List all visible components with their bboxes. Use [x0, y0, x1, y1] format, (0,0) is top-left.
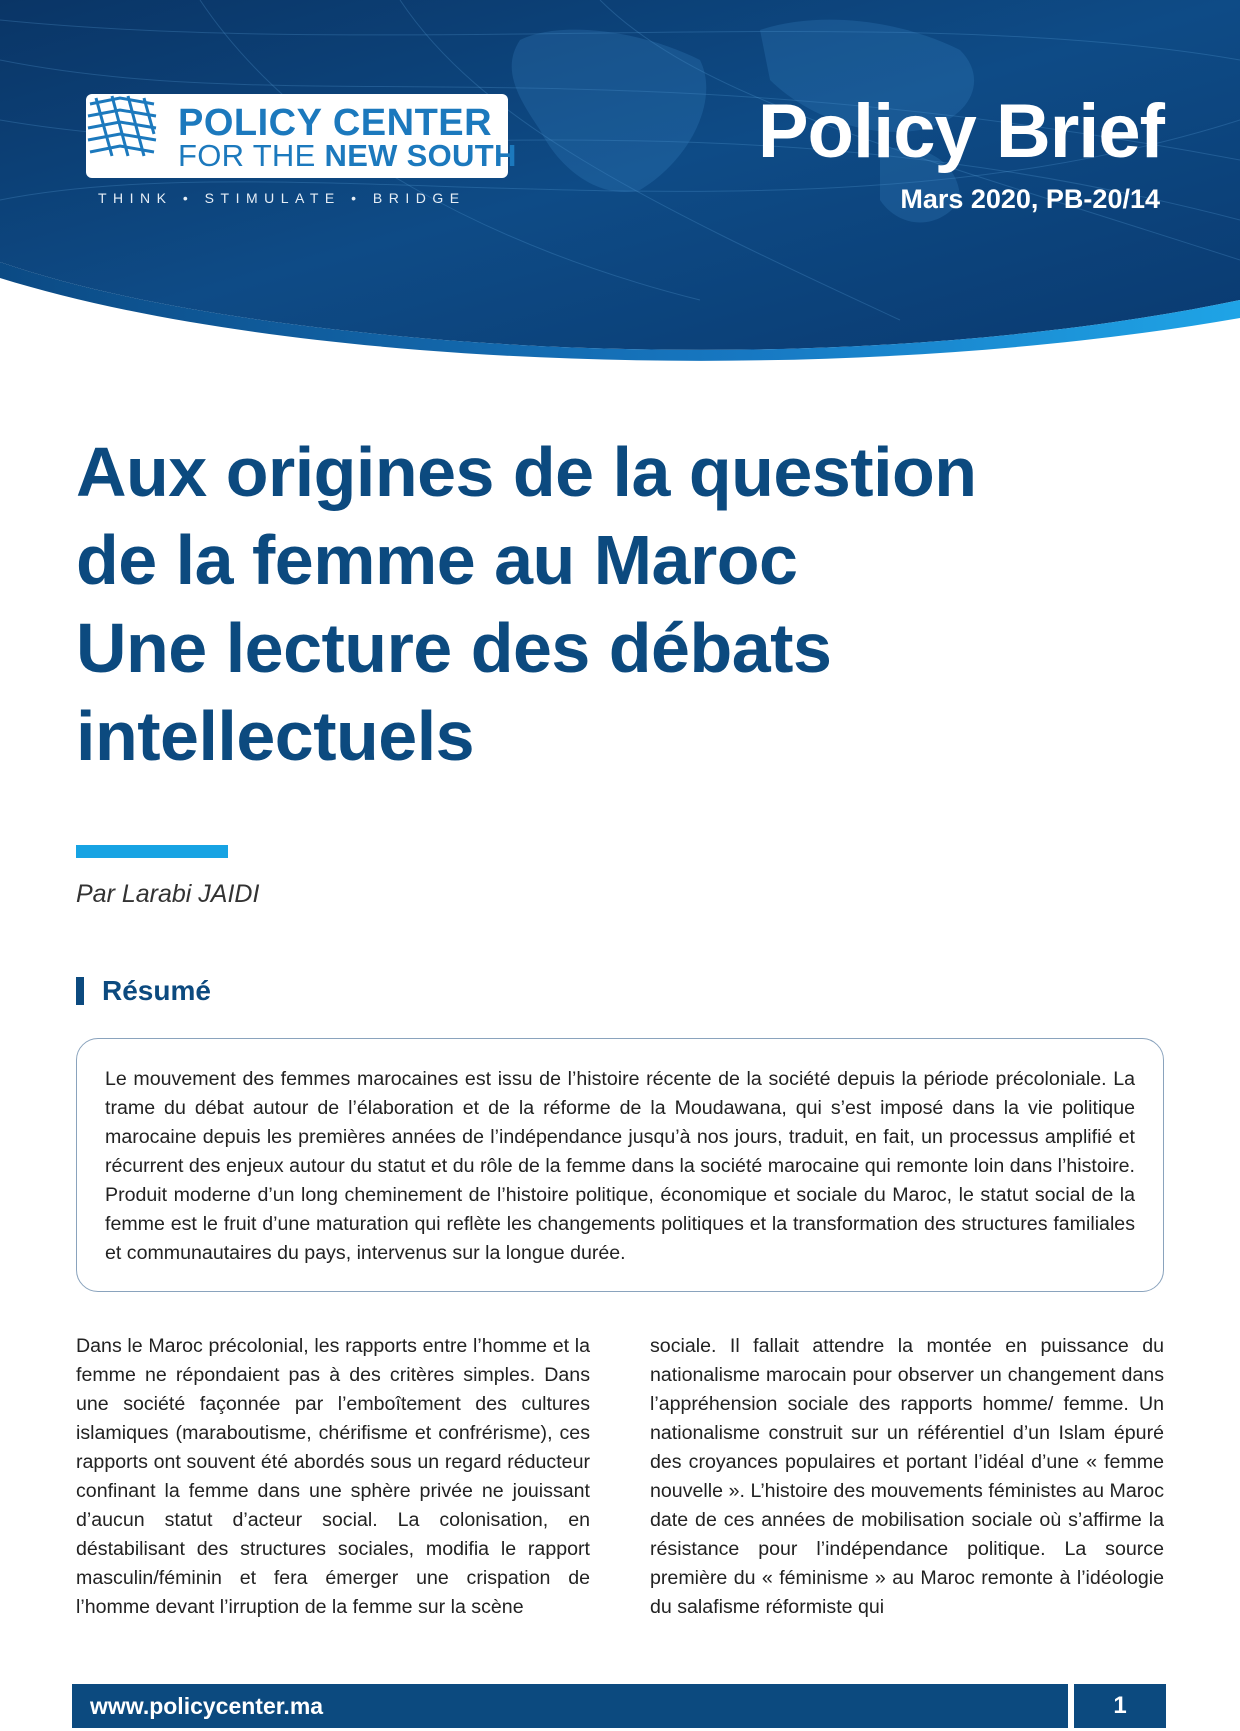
title-line: de la femme au Maroc: [76, 521, 798, 599]
globe-grid-icon: [86, 94, 158, 158]
title-line: intellectuels: [76, 697, 475, 775]
summary-box: [76, 1038, 1164, 1292]
body-column-right: sociale. Il fallait attendre la montée en puissance du nationalisme marocain pour observer un changement dans l’appréhension sociale des rapports homme/ femme. Un nationalisme construit sur un référentiel d’un Islam épuré des croyances populaires et portant l’idéal d’une « femme nouvelle ». L’histoire des mouvements féministes au Maroc date de ces années de mobilisation sociale où s’affirme la résistance pour l’indépendance politique. La source première du « féminisme » au Maroc remonte à l’idéologie du salafisme réformiste qui: [650, 1335, 1164, 1618]
page-number: 1: [1074, 1684, 1166, 1728]
document-title: [76, 428, 1076, 780]
body-column-left: Dans le Maroc précolonial, les rapports entre l’homme et la femme ne répondaient pas à des critères simples. Dans une société façonnée par l’emboîtement des cultures islamiques (maraboutisme, chérifisme et confrérisme), ces rapports ont souvent été abordés sous un regard réducteur confinant la femme dans une sphère privée ne jouissant d’aucun statut d’acteur social. La colonisation, en déstabilisant des structures sociales, modifia le rapport masculin/féminin et fera émerger une crispation de l’homme devant l’irruption de la femme sur la scène: [76, 1335, 590, 1618]
logo-subtitle: [178, 138, 517, 174]
summary-heading-label: Résumé: [102, 975, 211, 1006]
logo-subtitle-bold: NEW SOUTH: [324, 138, 517, 173]
document-date-reference: Mars 2020, PB-20/14: [900, 184, 1160, 214]
title-line: Une lecture des débats: [76, 609, 832, 687]
author-byline: Par Larabi JAIDI: [76, 880, 260, 908]
summary-heading: [76, 976, 211, 1006]
logo-tagline: THINK • STIMULATE • BRIDGE: [98, 190, 466, 206]
title-divider: [76, 845, 228, 858]
logo-subtitle-light: FOR THE: [178, 138, 325, 173]
title-line: Aux origines de la question: [76, 433, 977, 511]
summary-text: Le mouvement des femmes marocaines est issu de l’histoire récente de la société depuis la période précoloniale. La trame du débat autour de l’élaboration et de la réforme de la Moudawana, qui s’est imposé dans la vie politique marocaine depuis les premières années de l’indépendance jusqu’à nos jours, traduit, en fait, un processus amplifié et récurrent des enjeux autour du statut et du rôle de la femme dans la société marocaine qui remonte loin dans l’histoire. Produit moderne d’un long cheminement de l’histoire politique, économique et sociale du Maroc, le statut social de la femme est le fruit d’une maturation qui reflète les changements politiques et la transformation des structures familiales et communautaires du pays, intervenus sur la longue durée.: [105, 1068, 1135, 1264]
footer-website-link[interactable]: www.policycenter.ma: [90, 1693, 324, 1719]
header-banner: [0, 0, 1240, 370]
logo: [86, 94, 517, 178]
summary-heading-bar: [76, 977, 84, 1005]
logo-title: POLICY CENTER: [178, 102, 493, 144]
document-type: Policy Brief: [757, 89, 1164, 174]
